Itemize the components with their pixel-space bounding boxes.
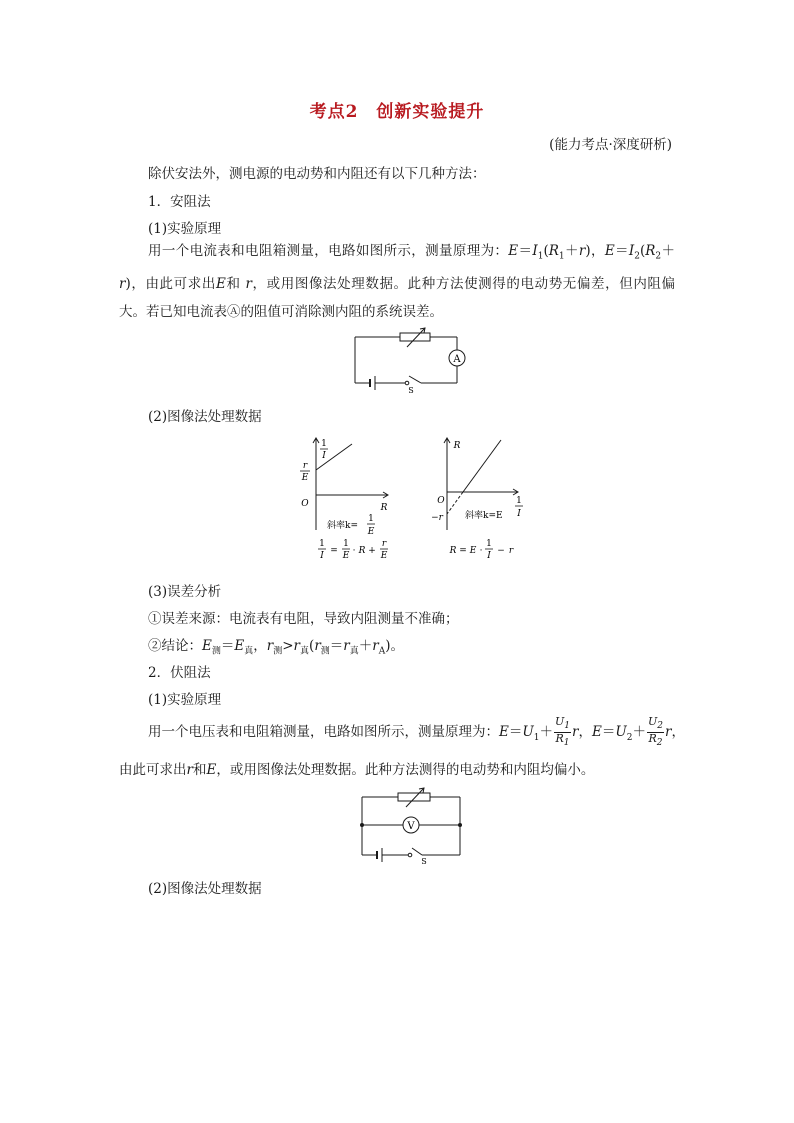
- g1-slope-num: 1: [368, 514, 374, 524]
- svg-text:=: =: [459, 546, 467, 556]
- svg-text:+: +: [368, 546, 376, 556]
- g2-equation: [449, 539, 514, 561]
- svg-text:E: E: [469, 546, 477, 556]
- g1-origin: O: [301, 499, 309, 509]
- svg-text:r: r: [381, 539, 387, 549]
- switch-label: S: [408, 386, 414, 395]
- svg-text:r: r: [508, 546, 514, 556]
- s2-graph-heading: (2)图像法处理数据: [148, 881, 262, 897]
- g1-slope-den: E: [367, 527, 375, 537]
- g1-y-label-den: I: [322, 451, 326, 461]
- g2-intercept: −r: [431, 513, 443, 523]
- g2-x-label-den: I: [517, 509, 521, 519]
- ammeter-label: A: [453, 354, 461, 365]
- graph-R-vs-inverse-current: [425, 430, 545, 570]
- s1-principle-heading: (1)实验原理: [148, 221, 222, 237]
- graph-inverse-current-vs-R: [290, 430, 400, 570]
- formula-1: E: [508, 243, 519, 259]
- s1-principle-text-c: ，或用图像法处理数据。此种方法使测得的电动势无偏差，但内阻偏大。若已知电流表Ⓐ的阻值可消除测内阻的系统误差。: [119, 276, 676, 320]
- svg-text:R: R: [449, 546, 457, 556]
- g1-intercept-den: E: [301, 473, 309, 483]
- section1-heading: 1．安阻法: [148, 194, 211, 210]
- s1-principle-text-b: ，由此可求出: [130, 276, 216, 293]
- s1-principle-paragraph: 用一个电流表和电阻箱测量，电路如图所示，测量原理为：$E=I_1(R_1+r)$，$E=I_2(R_2+r)$，由此可求出E和 r，或用图像法处理数据。此种方法使测得的电动势无偏差，但内阻偏大。若已知电流表Ⓐ的阻值可消除测内阻的系统误差。: [119, 243, 676, 320]
- svg-text:1: 1: [319, 539, 325, 549]
- s1-principle-text-a: 用一个电流表和电阻箱测量，电路如图所示，测量原理为：: [148, 243, 509, 259]
- g1-y-label-num: 1: [321, 439, 327, 449]
- g2-y-label: R: [453, 441, 461, 451]
- g1-slope-prefix: 斜率k=: [327, 521, 358, 531]
- s1-error-source: ①误差来源：电流表有电阻，导致内阻测量不准确；: [148, 611, 459, 627]
- s2-principle-line2: 由此可求出r和E，或用图像法处理数据。此种方法测得的电动势和内阻均偏小。: [119, 762, 595, 778]
- svg-text:E: E: [342, 551, 350, 561]
- voltmeter-circuit-diagram: [350, 785, 470, 865]
- svg-text:1: 1: [343, 539, 349, 549]
- s2-principle-line1: 用一个电压表和电阻箱测量，电路如图所示，测量原理为：$E=U_1+$ $\frac{U_1}{R_1}$ r，$E=U_2+$ $\frac{U_2}{R_2}$ r，: [148, 715, 685, 749]
- intro-text: 除伏安法外，测电源的电动势和内阻还有以下几种方法：: [148, 166, 486, 182]
- ammeter-circuit-diagram: [345, 325, 475, 395]
- g1-x-label: R: [380, 503, 388, 513]
- svg-text:R: R: [358, 546, 366, 556]
- g2-x-label-num: 1: [516, 496, 522, 506]
- svg-text:1: 1: [486, 539, 492, 549]
- svg-text:I: I: [320, 551, 324, 561]
- g2-origin: O: [437, 496, 445, 506]
- voltmeter-label: V: [407, 821, 415, 832]
- section2-heading: 2．伏阻法: [148, 665, 211, 681]
- s1-error-heading: (3)误差分析: [148, 584, 222, 600]
- svg-text:I: I: [487, 551, 491, 561]
- g1-intercept-num: r: [302, 461, 308, 471]
- switch2-label: S: [421, 857, 427, 865]
- s1-graph-heading: (2)图像法处理数据: [148, 409, 262, 425]
- svg-text:E: E: [380, 551, 388, 561]
- g1-equation: [318, 539, 388, 561]
- s2-principle-heading: (1)实验原理: [148, 692, 222, 708]
- svg-text:·: ·: [352, 546, 356, 556]
- svg-text:=: =: [330, 546, 338, 556]
- s1-error-conclusion: ②结论：$E_测=E_真$，$r_测>r_真(r_测=r_真+r_A)$。: [148, 638, 405, 657]
- svg-text:−: −: [497, 546, 505, 556]
- svg-text:·: ·: [479, 546, 483, 556]
- g2-slope: 斜率k=E: [465, 511, 503, 521]
- section-tag: (能力考点·深度研析): [549, 137, 672, 153]
- page-title: 考点2 创新实验提升: [309, 102, 485, 122]
